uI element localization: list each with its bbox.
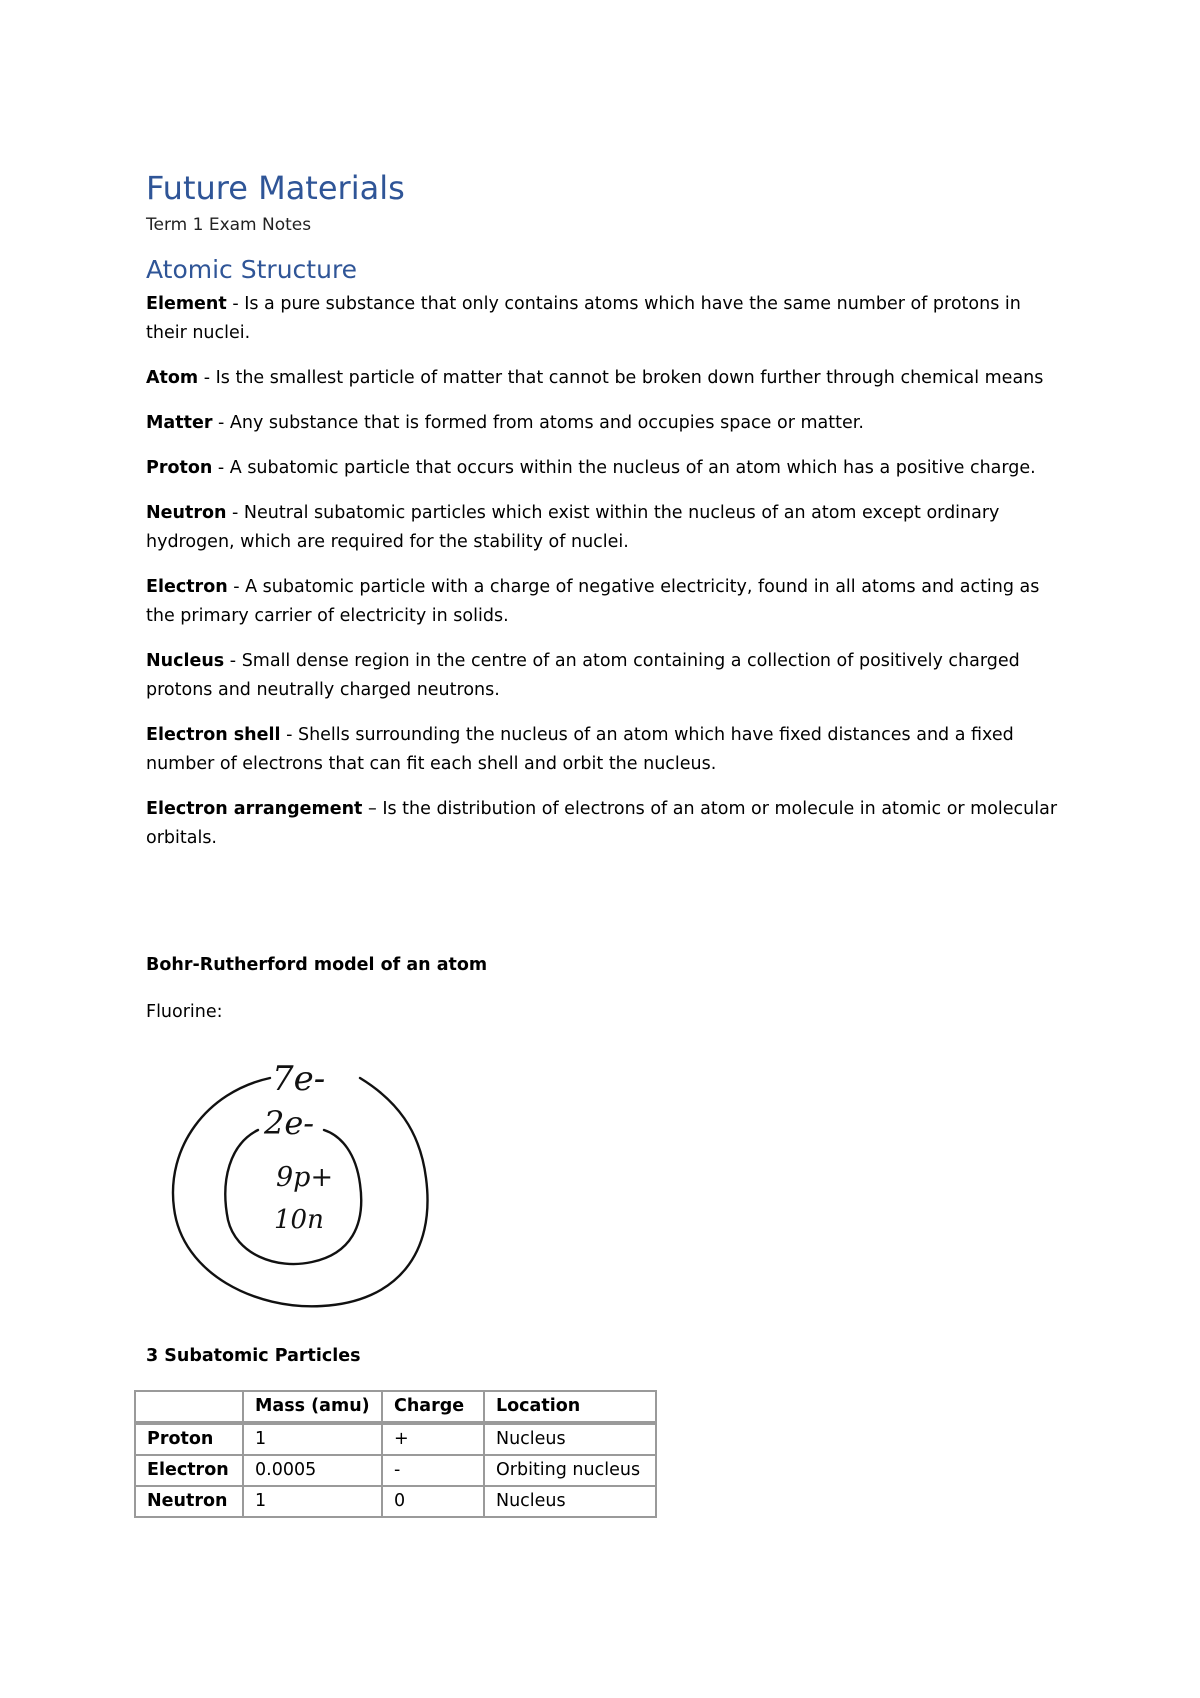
table-row-label: Electron [135, 1455, 243, 1486]
table-cell: + [382, 1423, 484, 1455]
definition-electron-arrangement [146, 795, 1066, 853]
inner-shell-arc [225, 1130, 361, 1264]
definition-separator: - [198, 368, 216, 388]
table-cell: 1 [243, 1423, 382, 1455]
table-header-cell [135, 1391, 243, 1423]
definition-separator: - [226, 294, 245, 314]
definition-text: Small dense region in the centre of an atom containing a collection of positively charged protons and neutrally charged neutrons. [146, 651, 1020, 700]
definition-term: Electron [146, 577, 228, 597]
definition-text: A subatomic particle with a charge of negative electricity, found in all atoms and acting as the primary carrier of electricity in solids. [146, 577, 1040, 626]
definition-term: Electron shell [146, 725, 281, 745]
definition-electron-shell [146, 721, 1066, 779]
definition-text: Neutral subatomic particles which exist within the nucleus of an atom except ordinary hydrogen, which are required for the stability of nuclei. [146, 503, 1000, 552]
definition-text: Shells surrounding the nucleus of an atom which have fixed distances and a fixed number of electrons that can fit each shell and orbit the nucleus. [146, 725, 1014, 774]
inner-shell-electrons: 2e- [264, 1104, 315, 1142]
table-cell: Orbiting nucleus [484, 1455, 656, 1486]
definition-term: Electron arrangement [146, 799, 363, 819]
table-row [135, 1486, 656, 1517]
table-header-row [135, 1391, 656, 1423]
definition-atom [146, 364, 1066, 393]
definition-nucleus [146, 647, 1066, 705]
definition-text: Is the smallest particle of matter that cannot be broken down further through chemical means [215, 368, 1044, 388]
table-row [135, 1423, 656, 1455]
definition-text: Any substance that is formed from atoms and occupies space or matter. [229, 413, 864, 433]
table-cell: Nucleus [484, 1423, 656, 1455]
table-header-cell: Charge [382, 1391, 484, 1423]
definition-neutron [146, 499, 1066, 557]
page-title: Future Materials [146, 169, 405, 207]
table-cell: Nucleus [484, 1486, 656, 1517]
definition-proton [146, 454, 1066, 483]
table-header-cell: Mass (amu) [243, 1391, 382, 1423]
definition-text: Is the distribution of electrons of an atom or molecule in atomic or molecular orbitals. [146, 799, 1058, 848]
table-row [135, 1455, 656, 1486]
nucleus-protons: 9p+ [276, 1162, 334, 1193]
definition-term: Proton [146, 458, 213, 478]
definitions-list [146, 290, 1066, 869]
table-cell: - [382, 1455, 484, 1486]
definition-separator: - [224, 651, 242, 671]
subatomic-particles-table [134, 1390, 657, 1518]
definition-term: Atom [146, 368, 199, 388]
bohr-model-heading: Bohr-Rutherford model of an atom [146, 955, 488, 975]
table-row-label: Neutron [135, 1486, 243, 1517]
table-cell: 0.0005 [243, 1455, 382, 1486]
definition-separator: - [226, 503, 244, 523]
section-heading: Atomic Structure [146, 255, 358, 284]
definition-text: Is a pure substance that only contains atoms which have the same number of protons in their nuclei. [146, 294, 1021, 343]
table-cell: 1 [243, 1486, 382, 1517]
definition-matter [146, 409, 1066, 438]
definition-separator: - [227, 577, 246, 597]
definition-separator: – [362, 799, 383, 819]
definition-separator: - [212, 458, 230, 478]
definition-term: Matter [146, 413, 213, 433]
table-row-label: Proton [135, 1423, 243, 1455]
definition-element [146, 290, 1066, 348]
nucleus-neutrons: 10n [274, 1205, 324, 1235]
fluorine-atom-sketch [146, 1048, 466, 1324]
table-cell: 0 [382, 1486, 484, 1517]
definition-electron [146, 573, 1066, 631]
outer-shell-electrons: 7e- [272, 1059, 326, 1099]
definition-term: Neutron [146, 503, 227, 523]
page-subtitle: Term 1 Exam Notes [146, 215, 312, 235]
definition-term: Nucleus [146, 651, 225, 671]
table-header-cell: Location [484, 1391, 656, 1423]
definition-term: Element [146, 294, 227, 314]
subatomic-particles-heading: 3 Subatomic Particles [146, 1346, 361, 1366]
definition-separator: - [280, 725, 298, 745]
definition-separator: - [212, 413, 230, 433]
definition-text: A subatomic particle that occurs within the nucleus of an atom which has a positive charge. [229, 458, 1036, 478]
fluorine-label: Fluorine: [146, 1002, 223, 1022]
